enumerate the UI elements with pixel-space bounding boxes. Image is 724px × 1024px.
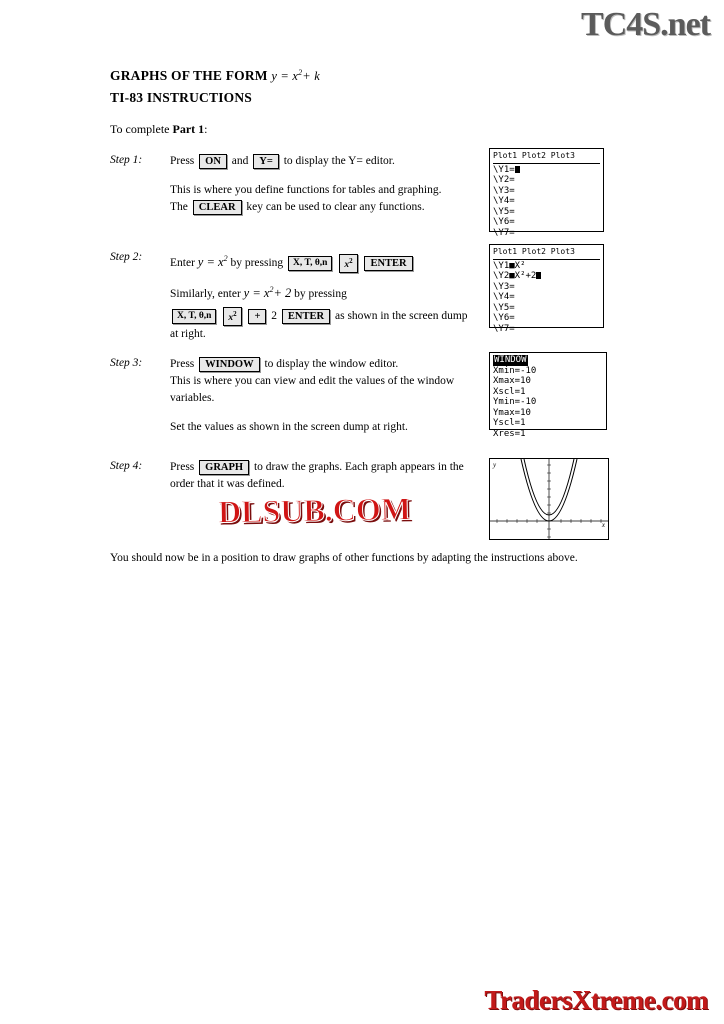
window-var: Ymax=10	[493, 407, 531, 418]
step-3-line-4: Set the values as shown in the screen dump at right.	[170, 421, 408, 433]
y-line: \Y5=	[493, 302, 515, 313]
cursor-block	[536, 272, 541, 279]
y-line: \Y2■X²+2	[493, 271, 600, 282]
intro-text	[110, 122, 207, 137]
step-3-body	[170, 356, 490, 436]
screen-y-editor-empty	[489, 148, 604, 238]
step-4-label: Step 4:	[110, 460, 143, 472]
formula-y-x2: $y = x^2$	[197, 254, 228, 270]
step-1-label: Step 1:	[110, 154, 143, 166]
step-1-line-2: This is where you define functions for tables and graphing.	[170, 184, 442, 196]
intro-bold: Part 1	[172, 122, 205, 136]
plot-row: Plot1 Plot2 Plot3	[493, 151, 600, 164]
step-2-body	[170, 250, 490, 343]
window-var: Xscl=1	[493, 386, 526, 397]
window-var: Xmin=-10	[493, 365, 537, 376]
y-line: \Y3=	[493, 185, 515, 196]
y-line: \Y1■X²	[493, 260, 526, 271]
title-formula: $y = x^2+ k$	[271, 68, 321, 84]
key-x-squared[interactable]: $x^2$	[339, 254, 357, 273]
graph-x-axis-label: x	[601, 521, 605, 529]
watermark-bottom-right: TradersXtreme.com	[484, 985, 708, 1015]
step-2-line-3: X, T, θ,n $x^2 + 2$ ENTER as shown in the screen dump	[170, 307, 490, 326]
y-line: \Y2=	[493, 175, 515, 185]
page-title	[110, 68, 320, 106]
step-4-line-1: Press GRAPH to draw the graphs. Each graph appears in the	[170, 461, 464, 473]
key-on[interactable]: ON	[199, 154, 227, 169]
screen-y-editor-filled	[489, 244, 604, 334]
window-var: Xmax=10	[493, 376, 531, 386]
window-var: Yscl=1	[493, 418, 526, 428]
step-1-line-1: Press ON and Y= to display the Y= editor.	[170, 155, 395, 167]
title-prefix: GRAPHS OF THE FORM	[110, 68, 268, 84]
step-4-body	[170, 459, 490, 493]
y-line: \Y6=	[493, 217, 515, 227]
plot-row: Plot1 Plot2 Plot3	[493, 247, 600, 260]
y-line: \Y4=	[493, 196, 515, 206]
window-var: Xres=1	[493, 428, 526, 439]
step-3-line-2: This is where you can view and edit the values of the window	[170, 375, 455, 387]
title-line-1	[110, 68, 320, 84]
screen-graph	[489, 458, 609, 540]
step-2-label: Step 2:	[110, 251, 143, 263]
intro-suffix: :	[204, 122, 208, 136]
key-plus[interactable]: +	[248, 309, 266, 324]
step-2-line-1: Enter $y = x^2$ by pressing X, T, θ,n $x^2$ ENTER	[170, 250, 490, 273]
graph-y-axis-label: y	[493, 461, 497, 469]
step-2-line-2: Similarly, enter $y = x^2+ 2$ by pressing	[170, 285, 347, 301]
step-2-line-4: at right.	[170, 328, 206, 341]
y-line: \Y4=	[493, 292, 515, 302]
step-4-line-2: order that it was defined.	[170, 478, 285, 490]
step-3-line-3: variables.	[170, 392, 215, 404]
key-window[interactable]: WINDOW	[199, 357, 259, 372]
key-x-t-theta-n[interactable]: X, T, θ,n	[288, 256, 332, 271]
step-3-label: Step 3:	[110, 357, 143, 369]
y-line: \Y1=	[493, 165, 600, 176]
formula-y-x2-plus-2: $y = x^2+ 2$	[243, 285, 292, 301]
key-enter[interactable]: ENTER	[364, 256, 412, 271]
closing-text: You should now be in a position to draw graphs of other functions by adapting the instructions above.	[110, 552, 578, 564]
key-enter-2[interactable]: ENTER	[282, 309, 330, 324]
y-line: \Y3=	[493, 281, 515, 292]
key-graph[interactable]: GRAPH	[199, 460, 249, 475]
title-line-2: TI-83 INSTRUCTIONS	[110, 90, 253, 106]
window-var: Ymin=-10	[493, 397, 537, 407]
step-1-body	[170, 153, 480, 216]
y-line: \Y6=	[493, 313, 515, 323]
y-line: \Y7=	[493, 323, 515, 334]
graph-plot	[490, 459, 608, 539]
step-1-line-3: The CLEAR key can be used to clear any functions.	[170, 201, 425, 213]
window-title-bar: WINDOW	[494, 355, 527, 365]
y-line: \Y7=	[493, 227, 515, 238]
intro-prefix: To complete	[110, 122, 173, 136]
watermark-center: DLSUB.COM	[217, 490, 412, 530]
key-x-squared-2[interactable]: $x^2$	[223, 307, 241, 326]
step-3-line-1: Press WINDOW to display the window editor.	[170, 358, 399, 370]
watermark-top-right: TC4S.net	[581, 6, 710, 43]
y-line: \Y5=	[493, 206, 515, 217]
screen-window-editor	[489, 352, 607, 439]
key-clear[interactable]: CLEAR	[193, 200, 242, 215]
cursor-block	[515, 166, 520, 173]
digit-two: 2	[271, 310, 278, 323]
key-y-equals[interactable]: Y=	[253, 154, 279, 169]
key-x-t-theta-n-2[interactable]: X, T, θ,n	[172, 309, 216, 324]
